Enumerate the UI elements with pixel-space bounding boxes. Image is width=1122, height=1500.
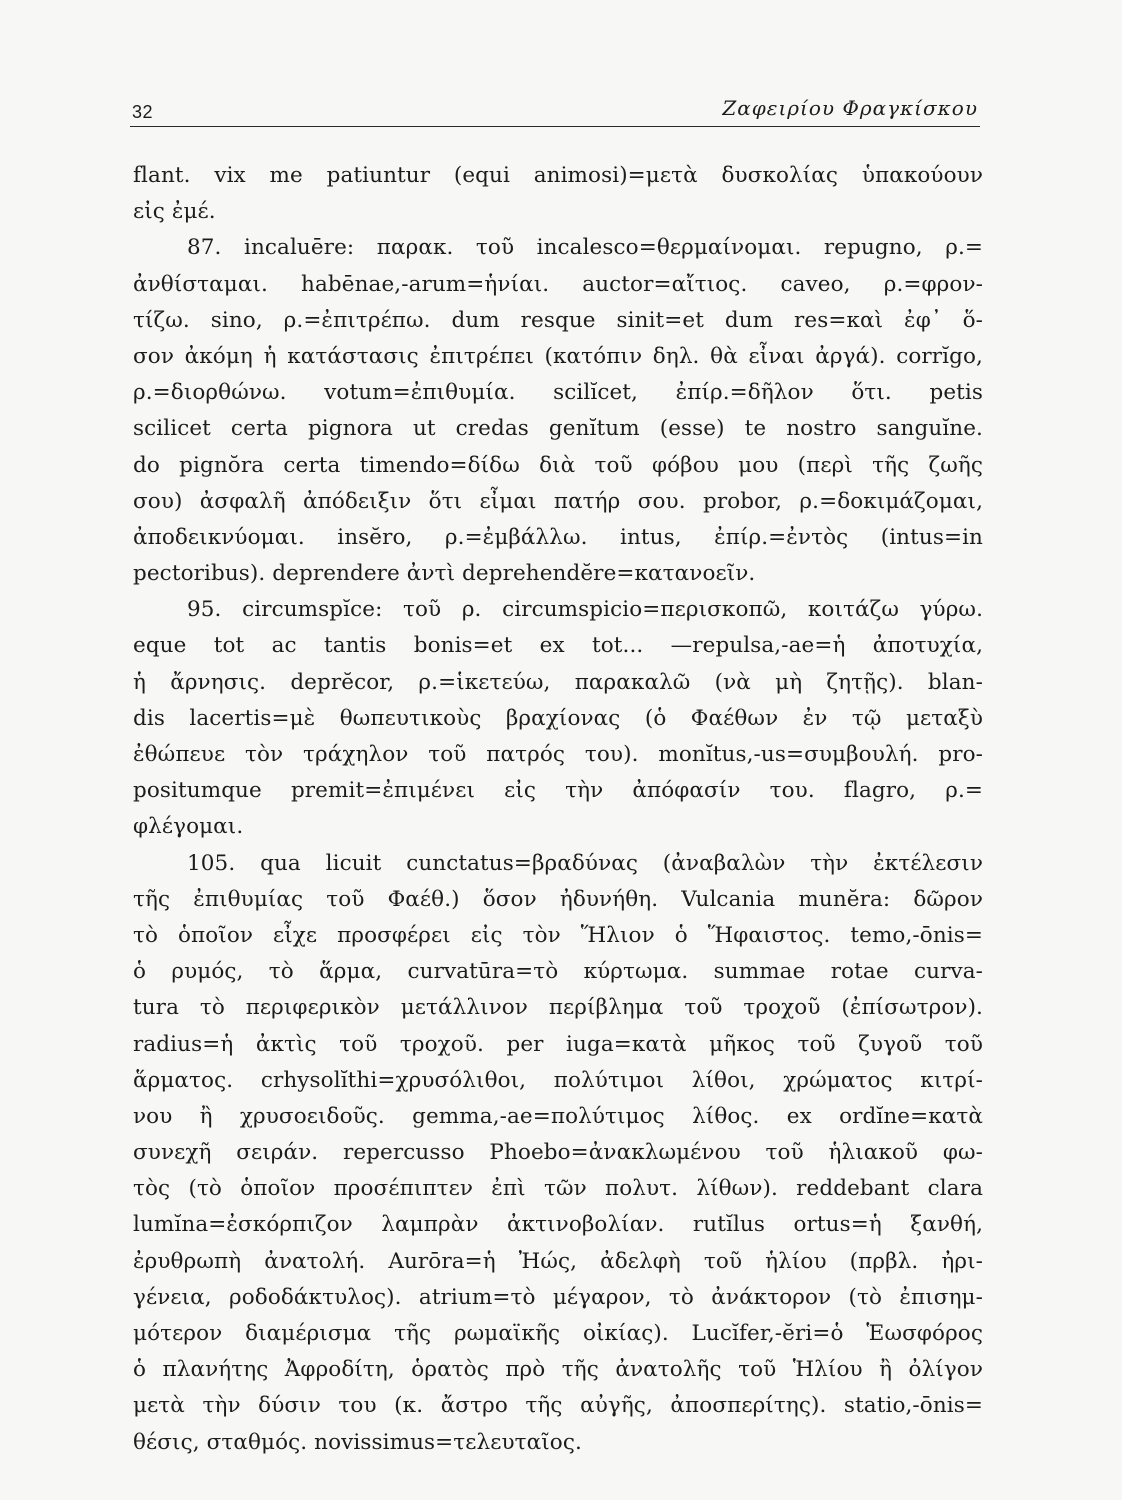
- text-line: 95. circumspĭce: τοῦ ρ. circumspicio=περισκοπῶ, κοιτάζω γύρω.: [187, 597, 983, 623]
- text-line: τίζω. sino, ρ.=ἐπιτρέπω. dum resque sinit=et dum res=καὶ ἐφ᾽ ὅ-: [133, 307, 983, 333]
- text-line: flant. vix me patiuntur (equi animosi)=μετὰ δυσκολίας ὑπακούουν: [133, 163, 983, 188]
- text-line: γένεια, ροδοδάκτυλος). atrium=τὸ μέγαρον, τὸ ἀνάκτορον (τὸ ἐπισημ-: [133, 1284, 983, 1310]
- text-line: σον ἀκόμη ἡ κατάστασις ἐπιτρέπει (κατόπιν δηλ. θὰ εἶναι ἀργά). corrĭgo,: [133, 343, 983, 369]
- text-line: τῆς ἐπιθυμίας τοῦ Φαέθ.) ὅσον ἠδυνήθη. Vulcania munĕra: δῶρον: [133, 886, 983, 912]
- page-header: [130, 90, 980, 127]
- text-line: radius=ἡ ἀκτὶς τοῦ τροχοῦ. per iuga=κατὰ μῆκος τοῦ ζυγοῦ τοῦ: [133, 1031, 983, 1057]
- text-line: ἐρυθρωπὴ ἀνατολή. Aurōra=ἡ Ἠώς, ἀδελφὴ τοῦ ἡλίου (πρβλ. ἠρι-: [133, 1248, 983, 1274]
- text-line: dis lacertis=μὲ θωπευτικοὺς βραχίονας (ὁ Φαέθων ἐν τῷ μεταξὺ: [133, 705, 983, 731]
- page-number: 32: [132, 102, 154, 122]
- body-text: [133, 158, 983, 1461]
- text-line: ἡ ἄρνησις. deprĕcor, ρ.=ἱκετεύω, παρακαλῶ (νὰ μὴ ζητῇς). blan-: [133, 669, 983, 695]
- text-line: positumque premit=ἐπιμένει εἰς τὴν ἀπόφασίν του. flagro, ρ.=: [133, 778, 983, 804]
- text-line: τὸ ὁποῖον εἶχε προσφέρει εἰς τὸν Ἥλιον ὁ Ἥφαιστος. temo,-ōnis=: [133, 922, 983, 948]
- text-line: 87. incaluēre: παρακ. τοῦ incalesco=θερμαίνομαι. repugno, ρ.=: [187, 235, 983, 261]
- text-line: τὸς (τὸ ὁποῖον προσέπιπτεν ἐπὶ τῶν πολυτ. λίθων). reddebant clara: [133, 1176, 983, 1202]
- text-line: νου ἢ χρυσοειδοῦς. gemma,-ae=πολύτιμος λίθος. ex ordĭne=κατὰ: [133, 1103, 983, 1129]
- text-line: συνεχῆ σειράν. repercusso Phoebo=ἀνακλωμένου τοῦ ἡλιακοῦ φω-: [133, 1140, 983, 1166]
- text-line: lumĭna=ἐσκόρπιζον λαμπρὰν ἀκτινοβολίαν. rutĭlus ortus=ἡ ξανθή,: [133, 1212, 983, 1238]
- text-line: pectoribus). deprendere ἀντὶ deprehendĕre=κατανοεῖν.: [133, 561, 756, 587]
- text-line: μετὰ τὴν δύσιν του (κ. ἄστρο τῆς αὐγῆς, ἀποσπερίτης). statio,-ōnis=: [133, 1393, 983, 1419]
- text-line: 105. qua licuit cunctatus=βραδύνας (ἀναβαλὼν τὴν ἐκτέλεσιν: [187, 850, 983, 876]
- text-line: φλέγομαι.: [133, 814, 244, 840]
- text-line: ὁ ρυμός, τὸ ἅρμα, curvatūra=τὸ κύρτωμα. summae rotae curva-: [133, 959, 983, 985]
- text-line: ἀνθίσταμαι. habēnae,-arum=ἡνίαι. auctor=αἴτιος. caveo, ρ.=φρον-: [133, 271, 983, 297]
- text-line: σου) ἀσφαλῆ ἀπόδειξιν ὅτι εἶμαι πατήρ σου. probor, ρ.=δοκιμάζομαι,: [133, 488, 983, 514]
- text-line: θέσις, σταθμός. novissimus=τελευταῖος.: [133, 1429, 582, 1455]
- text-line: ἀποδεικνύομαι. insĕro, ρ.=ἐμβάλλω. intus, ἐπίρ.=ἐντὸς (intus=in: [133, 524, 983, 550]
- running-title: Ζαφειρίου Φραγκίσκου: [722, 96, 978, 120]
- text-line: εἰς ἐμέ.: [133, 199, 216, 225]
- text-line: ἐθώπευε τὸν τράχηλον τοῦ πατρός του). monĭtus,-us=συμβουλή. pro-: [133, 742, 983, 767]
- text-line: tura τὸ περιφερικὸν μετάλλινον περίβλημα τοῦ τροχοῦ (ἐπίσωτρον).: [133, 995, 983, 1021]
- text-line: do pignŏra certa timendo=δίδω διὰ τοῦ φόβου μου (περὶ τῆς ζωῆς: [133, 452, 983, 478]
- text-line: ἅρματος. crhysolĭthi=χρυσόλιθοι, πολύτιμοι λίθοι, χρώματος κιτρί-: [133, 1067, 983, 1093]
- text-line: ὁ πλανήτης Ἀφροδίτη, ὁρατὸς πρὸ τῆς ἀνατολῆς τοῦ Ἡλίου ἢ ὀλίγον: [133, 1357, 983, 1383]
- text-line: scilicet certa pignora ut credas genĭtum (esse) te nostro sanguĭne.: [133, 416, 983, 442]
- text-line: μότερον διαμέρισμα τῆς ρωμαϊκῆς οἰκίας). Lucĭfer,-ĕri=ὁ Ἑωσφόρος: [133, 1321, 983, 1346]
- text-line: ρ.=διορθώνω. votum=ἐπιθυμία. scilĭcet, ἐπίρ.=δῆλον ὅτι. petis: [133, 380, 983, 406]
- text-line: eque tot ac tantis bonis=et ex tot... —repulsa,-ae=ἡ ἀποτυχία,: [133, 633, 983, 659]
